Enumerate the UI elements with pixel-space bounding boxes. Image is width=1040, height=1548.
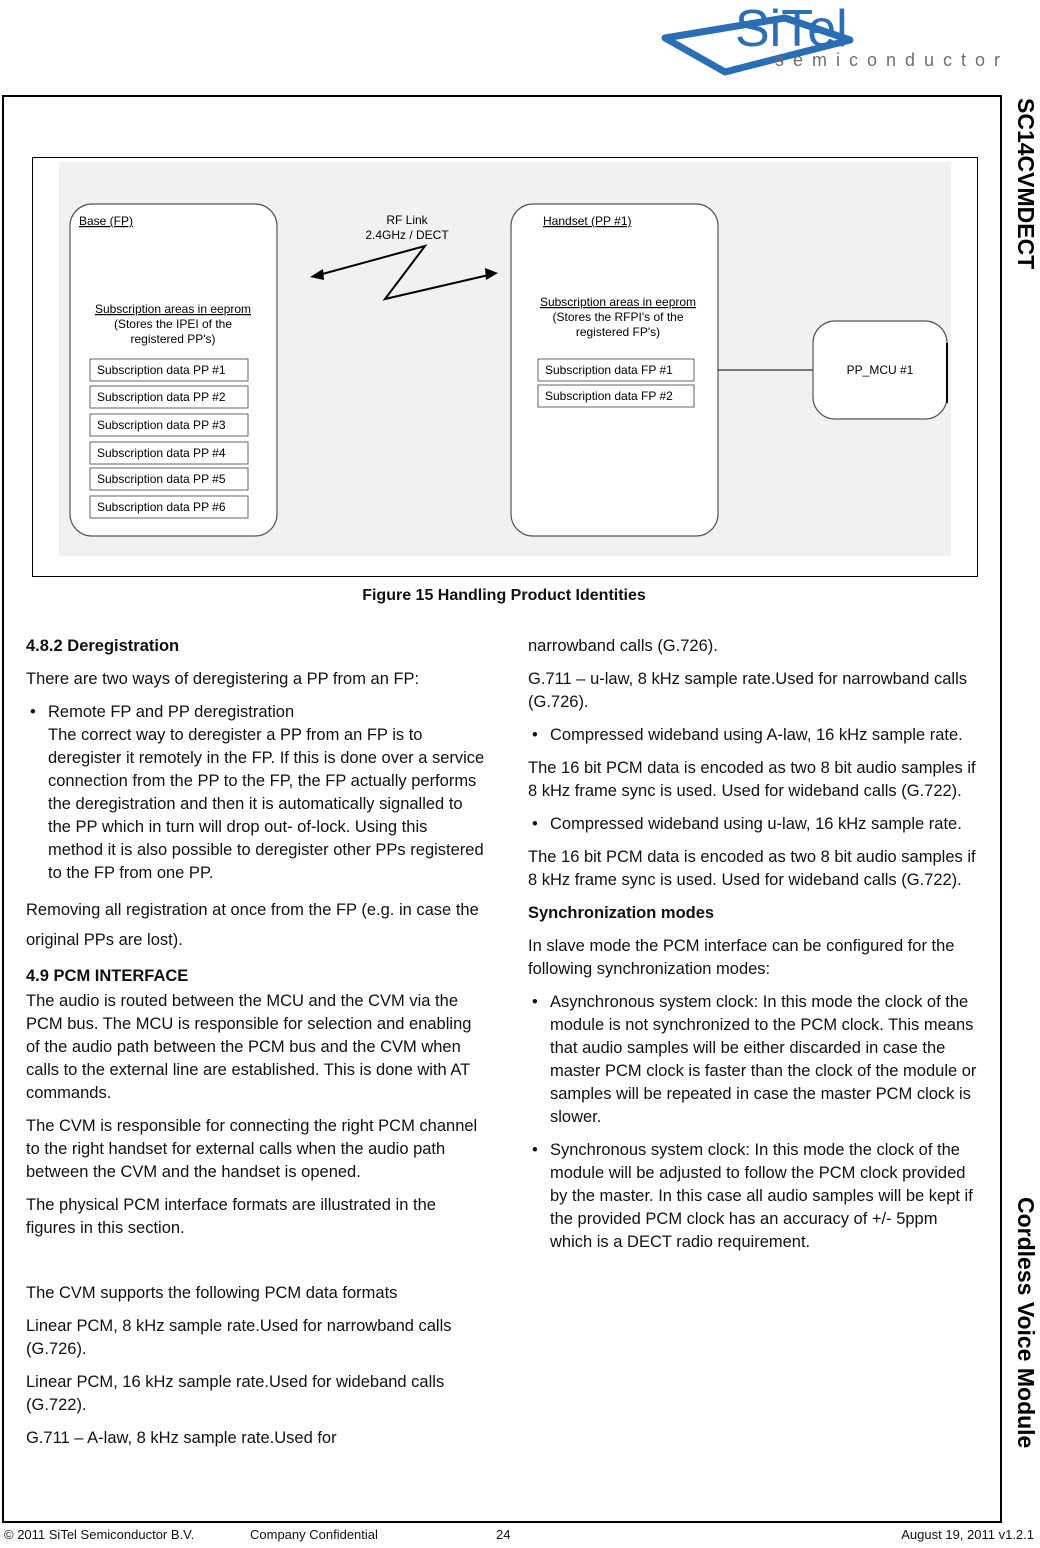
paragraph: Removing all registration at once from the FP (e.g. in case the original PPs are lost). <box>26 901 479 949</box>
footer-confidential: Company Confidential <box>250 1527 378 1542</box>
side-title-product: SC14CVMDECT <box>1013 98 1039 270</box>
figure-caption: Figure 15 Handling Product Identities <box>362 587 646 604</box>
bullet-item <box>528 1139 984 1254</box>
bullet-glyph: • <box>532 726 538 744</box>
rf-link-line2: 2.4GHz / DECT <box>365 228 449 242</box>
page-frame <box>2 95 1002 1523</box>
handset-areas-desc2: registered FP's) <box>575 325 661 339</box>
bullet-text: Synchronous system clock: In this mode the clock of the module will be adjusted to follow the PCM clock provided by the master. In this case all audio samples will be kept if the provided PCM clock has an accuracy of +/- 5ppm which is a DECT radio requirement. <box>550 1141 973 1251</box>
right-column <box>528 635 984 1264</box>
paragraph: There are two ways of deregistering a PP from an FP: <box>26 670 420 688</box>
base-areas-title: Subscription areas in eeprom <box>94 302 252 316</box>
bullet-text: Compressed wideband using A-law, 16 kHz sample rate. <box>550 726 963 744</box>
paragraph: The 16 bit PCM data is encoded as two 8 bit audio samples if 8 kHz frame sync is used. Used for wideband calls (G.722). <box>528 759 976 800</box>
paragraph: Linear PCM, 8 kHz sample rate.Used for narrowband calls (G.726). <box>26 1317 452 1358</box>
bullet-glyph: • <box>532 815 538 833</box>
paragraph: Linear PCM, 16 kHz sample rate.Used for wideband calls (G.722). <box>26 1373 445 1414</box>
figure-handling-identities <box>32 157 978 577</box>
base-sub-item: Subscription data PP #5 <box>97 472 226 486</box>
handset-sub-item: Subscription data FP #1 <box>545 363 673 377</box>
handset-areas-title: Subscription areas in eeprom <box>539 295 697 309</box>
base-sub-item: Subscription data PP #4 <box>97 446 226 460</box>
bullet-item <box>528 813 984 836</box>
bullet-glyph: • <box>532 993 538 1011</box>
paragraph: The CVM supports the following PCM data formats <box>26 1284 398 1302</box>
rf-link-line1: RF Link <box>386 213 428 227</box>
bullet-glyph: • <box>532 1141 538 1159</box>
paragraph: In slave mode the PCM interface can be configured for the following synchronization modes: <box>528 937 955 978</box>
bullet-item <box>528 724 984 747</box>
paragraph: The CVM is responsible for connecting the right PCM channel to the right handset for external calls when the audio path between the CVM and the handset is opened. <box>26 1117 478 1181</box>
bullet-glyph: • <box>30 703 36 721</box>
handset-areas-desc1: (Stores the RFPI's of the <box>552 310 684 324</box>
heading-sync-modes: Synchronization modes <box>528 904 715 922</box>
paragraph: The 16 bit PCM data is encoded as two 8 bit audio samples if 8 kHz frame sync is used. Used for wideband calls (G.722). <box>528 848 976 889</box>
footer-copyright: © 2011 SiTel Semiconductor B.V. <box>4 1527 195 1542</box>
base-areas-desc2: registered PP's) <box>130 332 216 346</box>
base-sub-item: Subscription data PP #2 <box>97 390 226 404</box>
footer-date-version: August 19, 2011 v1.2.1 <box>901 1527 1034 1542</box>
side-title <box>1012 96 1040 1524</box>
logo-sub-text: semiconductor <box>775 50 1010 70</box>
pp-mcu-label: PP_MCU #1 <box>846 363 914 377</box>
bullet-text: Compressed wideband using u-law, 16 kHz sample rate. <box>550 815 962 833</box>
bullet-item <box>528 991 984 1129</box>
bullet-item <box>26 701 486 885</box>
paragraph: G.711 – u-law, 8 kHz sample rate.Used for narrowband calls (G.726). <box>528 670 967 711</box>
paragraph: The physical PCM interface formats are illustrated in the figures in this section. <box>26 1196 436 1237</box>
bullet-text: Asynchronous system clock: In this mode the clock of the module is not synchronized to the PCM clock. This means that audio samples will be either discarded in case the master PCM clock is faster than the clock of the module or samples will be repeated in case the master PCM clock is slower. <box>550 993 977 1126</box>
left-column <box>26 635 486 1460</box>
heading-deregistration: 4.8.2 Deregistration <box>26 637 180 655</box>
footer-page-number: 24 <box>496 1527 511 1542</box>
side-title-module: Cordless Voice Module <box>1013 1197 1039 1449</box>
paragraph: G.711 – A-law, 8 kHz sample rate.Used for <box>26 1429 337 1447</box>
base-sub-item: Subscription data PP #1 <box>97 363 226 377</box>
paragraph: narrowband calls (G.726). <box>528 637 718 655</box>
heading-pcm-interface: 4.9 PCM INTERFACE <box>26 967 189 985</box>
sitel-logo <box>655 0 1040 84</box>
base-areas-desc1: (Stores the IPEI of the <box>113 317 233 331</box>
logo-main-text: SiTel <box>735 0 848 58</box>
handset-sub-item: Subscription data FP #2 <box>545 389 673 403</box>
base-sub-item: Subscription data PP #6 <box>97 500 226 514</box>
paragraph: The audio is routed between the MCU and the CVM via the PCM bus. The MCU is responsible for selection and enabling of the audio path between the PCM bus and the CVM when calls to the external line are established. This is done with AT commands. <box>26 992 472 1102</box>
base-sub-item: Subscription data PP #3 <box>97 418 226 432</box>
handset-title: Handset (PP #1) <box>543 214 632 228</box>
base-title: Base (FP) <box>79 214 134 228</box>
bullet-text: Remote FP and PP deregistration The correct way to deregister a PP from an FP is to deregister it remotely in the FP. If this is done over a service connection from the PP to the FP, the FP actually performs the deregistration and then it is automatically signalled to the PP which in turn will drop out- of-lock. Using this method it is also possible to deregister other PPs registered to the FP from one PP. <box>48 703 485 882</box>
